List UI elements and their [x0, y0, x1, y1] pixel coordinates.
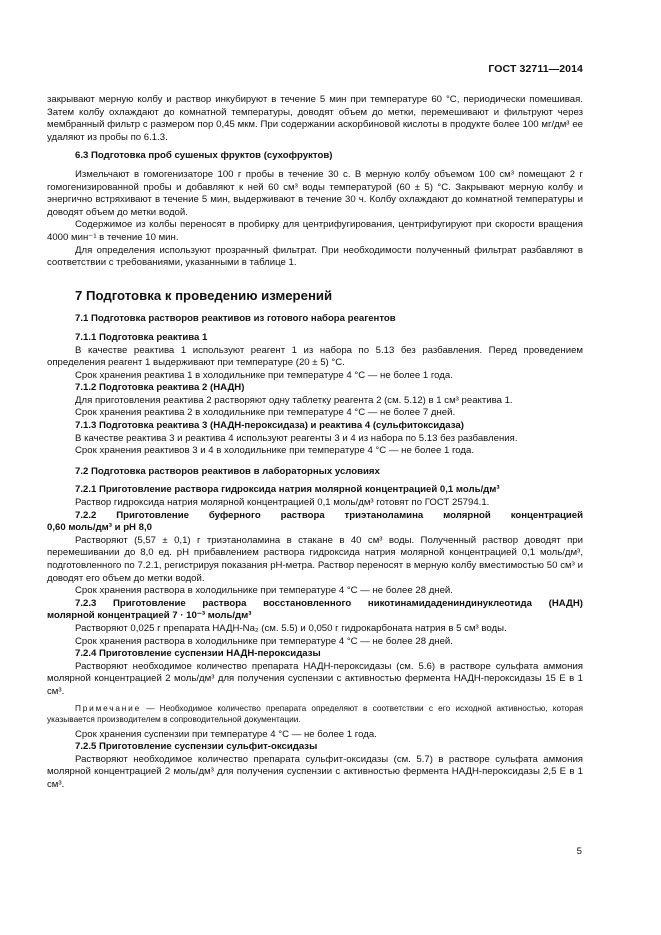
- paragraph: В качестве реактива 1 используют реагент 1 из набора по 5.13 без разбавления. Перед проведением определения реагент 1 выдерживают при температуре (20 ± 5) °С.: [47, 344, 583, 369]
- section-7-1-title: 7.1 Подготовка растворов реактивов из готового набора реагентов: [75, 313, 396, 325]
- paragraph: Раствор гидроксида натрия молярной концентрацией 0,1 моль/дм³ готовят по ГОСТ 25794.1.: [75, 497, 490, 509]
- paragraph: В качестве реактива 3 и реактива 4 используют реагенты 3 и 4 из набора по 5.13 без разбавления.: [75, 432, 518, 444]
- section-7-2-2-title: 7.2.2 Приготовление буферного раствора триэтаноламина молярной концентрацией: [75, 509, 583, 521]
- section-7-2-3-title: 7.2.3 Приготовление раствора восстановленного никотинамидадениндинуклеотида (НАДН): [75, 597, 583, 609]
- note-text: — Необходимое количество препарата определяют в соответствии с его исходной активностью, которая указывается производителем в сопроводительной документации.: [47, 702, 583, 724]
- paragraph: Растворяют (5,57 ± 0,1) г триэтаноламина в стакане в 40 см³ воды. Полученный раствор доводят при перемешивании до 8,0 ед. pH прибавлением раствора гидроксида натрия молярной концентрацией 0,1 моль/дм³, подготовленного по 7.2.1, регистрируя показания pH-метра. Раствор переносят в мерную колбу вместимостью 50 см³ и доводят его объем до метки водой.: [47, 534, 583, 584]
- paragraph: Для определения используют прозрачный фильтрат. При необходимости полученный фильтрат разбавляют в соответствии с требованиями, указанными в таблице 1.: [47, 244, 583, 269]
- section-7-1-1-title: 7.1.1 Подготовка реактива 1: [75, 331, 208, 343]
- section-7-1-3-title: 7.1.3 Подготовка реактива 3 (НАДН-пероксидаза) и реактива 4 (сульфитоксидаза): [75, 420, 464, 432]
- section-7-2-5-title: 7.2.5 Приготовление суспензии сульфит-оксидазы: [75, 741, 318, 753]
- paragraph: Срок хранения реактива 2 в холодильнике при температуре 4 °С — не более 7 дней.: [75, 407, 456, 419]
- note-label: Примечание: [75, 702, 142, 713]
- paragraph: Для приготовления реактива 2 растворяют одну таблетку реагента 2 (см. 5.12) в 1 см³ реактива 1.: [75, 394, 513, 406]
- section-7-1-2-title: 7.1.2 Подготовка реактива 2 (НАДН): [75, 382, 245, 394]
- section-7-title: 7 Подготовка к проведению измерений: [75, 287, 333, 303]
- paragraph: Растворяют необходимое количество препарата сульфит-оксидазы (см. 5.7) в растворе сульфата аммония молярной концентрацией 2 моль/дм³ для получения суспензии с активностью фермента НАДН-пероксидазы 2,5 Е в 1 см³.: [47, 753, 583, 790]
- paragraph: Срок хранения реактивов 3 и 4 в холодильнике при температуре 4 °С — не более 1 года.: [75, 445, 475, 457]
- paragraph: Срок хранения суспензии при температуре 4 °С — не более 1 года.: [75, 728, 377, 740]
- paragraph: Срок хранения реактива 1 в холодильнике при температуре 4 °С — не более 1 года.: [75, 369, 453, 381]
- section-7-2-4-title: 7.2.4 Приготовление суспензии НАДН-пероксидазы: [75, 648, 321, 660]
- section-7-2-1-title: 7.2.1 Приготовление раствора гидроксида натрия молярной концентрацией 0,1 моль/дм³: [75, 484, 500, 496]
- paragraph: Измельчают в гомогенизаторе 100 г пробы в течение 30 с. В мерную колбу объемом 100 см³ помещают 2 г гомогенизированной пробы и добавляют к ней 60 см³ воды температурой (60 ± 5) °С. Закрывают мерную колбу и энергично встряхивают в течение 5 мин, выдерживают в течение 30 ч. Колбу охлаждают до комнатной температуры и доводят объем до метки водой.: [47, 168, 583, 218]
- section-6-3-title: 6.3 Подготовка проб сушеных фруктов (сухофруктов): [75, 150, 333, 162]
- section-7-2-title: 7.2 Подготовка растворов реактивов в лабораторных условиях: [75, 465, 380, 477]
- paragraph: Растворяют 0,025 г препарата НАДН-Na₂ (см. 5.5) и 0,050 г гидрокарбоната натрия в 5 см³ воды.: [75, 622, 507, 634]
- paragraph: Растворяют необходимое количество препарата НАДН-пероксидазы (см. 5.6) в растворе сульфата аммония молярной концентрацией 2 моль/дм³ для получения суспензии с активностью фермента НАДН-пероксидазы 15 Е в 1 см³.: [47, 660, 583, 697]
- document-body: [47, 94, 583, 792]
- paragraph: Срок хранения раствора в холодильнике при температуре 4 °С — не более 28 дней.: [75, 635, 453, 647]
- paragraph: закрывают мерную колбу и раствор инкубируют в течение 5 мин при температуре 60 °С, периодически помешивая. Затем колбу охлаждают до комнатной температуры, доводят объем до метки, перемешивают и фильтруют через мембранный фильтр с размером пор 0,45 мкм. При содержании аскорбиновой кислоты в продукте более 100 мг/дм³ ее удаляют из пробы по 6.1.3.: [47, 94, 583, 143]
- paragraph: Содержимое из колбы переносят в пробирку для центрифугирования, центрифугируют при скорости вращения 4000 мин⁻¹ в течение 10 мин.: [47, 219, 583, 243]
- note: [47, 703, 583, 725]
- page-number: 5: [576, 846, 582, 857]
- section-7-2-2-title-cont: 0,60 моль/дм³ и pH 8,0: [47, 522, 152, 534]
- section-7-2-3-title-cont: молярной концентрацией 7 · 10⁻³ моль/дм³: [47, 610, 252, 622]
- standard-header: ГОСТ 32711—2014: [488, 63, 583, 75]
- paragraph: Срок хранения раствора в холодильнике при температуре 4 °С — не более 28 дней.: [75, 585, 453, 597]
